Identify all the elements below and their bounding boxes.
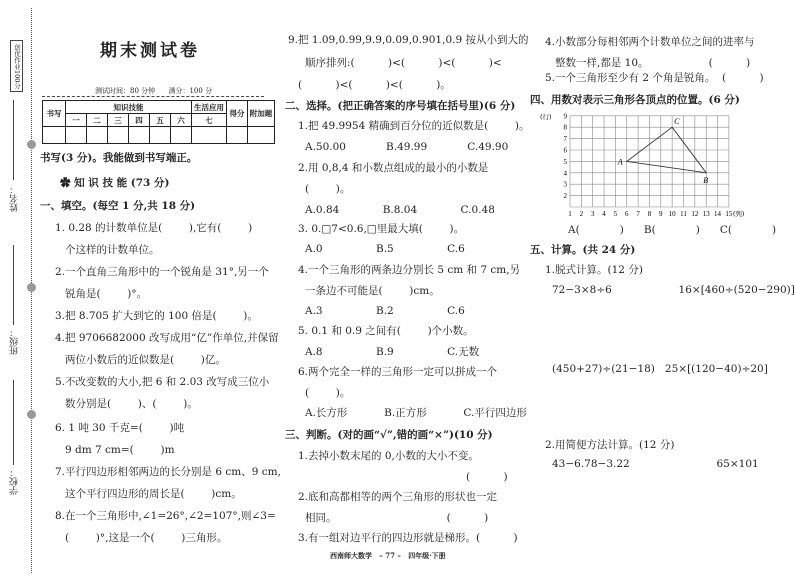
binding-hole bbox=[27, 140, 36, 149]
left-line-6: 锐角是( )°。 bbox=[65, 288, 148, 300]
left-line-5: 2.一个直角三角形中的一个锐角是 31°,另一个 bbox=[55, 266, 269, 278]
x-tick-label: 6 bbox=[625, 210, 629, 218]
test-info: 测试时间：80 分钟 满分：100 分 bbox=[95, 87, 213, 95]
left-line-14: 7.平行四边形相邻两边的长分别是 6 cm、9 cm, bbox=[55, 466, 281, 478]
middle-line-22: 2.底和高都相等的两个三角形的形状也一定 bbox=[298, 491, 498, 503]
class-line bbox=[13, 245, 14, 325]
left-line-1: ✿ 知 识 技 能 (73 分) bbox=[60, 177, 170, 189]
left-line-8: 4.把 9706682000 改写成用“亿”作单位,并保留 bbox=[55, 332, 279, 344]
page-footer: 西南师大数学 – 77 – 四年级·下册 bbox=[330, 551, 446, 560]
right-line-9: 2.用简便方法计算。(12 分) bbox=[545, 439, 675, 451]
left-line-15: 这个平行四边形的周长是( )cm。 bbox=[65, 488, 242, 500]
score-cell[interactable] bbox=[108, 127, 129, 144]
left-line-4: 个这样的计数单位。 bbox=[65, 244, 160, 256]
part: 七 bbox=[192, 114, 227, 127]
divider bbox=[42, 96, 264, 97]
y-tick-label: 9 bbox=[563, 112, 567, 121]
brand-box: 创优作业100分 bbox=[10, 40, 23, 92]
page-title: 期末测试卷 bbox=[100, 41, 200, 61]
right-line-10: 43−6.78−3.22 65×101 bbox=[552, 458, 759, 470]
left-line-10: 5.不改变数的大小,把 6 和 2.03 改写成三位小 bbox=[55, 376, 270, 388]
middle-line-3: 二、选择。(把正确答案的序号填在括号里)(6 分) bbox=[285, 100, 516, 112]
x-tick-label: 11 bbox=[680, 210, 687, 218]
right-line-8: (450+27)÷(21−18) 25×[(120−40)÷20] bbox=[552, 363, 768, 375]
left-line-17: ( )°,这是一个( )三角形。 bbox=[65, 532, 228, 544]
school-line bbox=[13, 380, 14, 465]
y-tick-label: 5 bbox=[563, 157, 567, 166]
right-line-2: 5.一个三角形至少有 2 个角是锐角。 ( ) bbox=[545, 72, 764, 84]
x-tick-label: 5 bbox=[613, 210, 618, 218]
x-tick-label: 8 bbox=[647, 210, 652, 218]
col-knowledge: 知识技能 bbox=[66, 101, 192, 114]
right-line-5: 五、计算。(共 24 分) bbox=[530, 244, 636, 256]
middle-line-18: A.长方形 B.正方形 C.平行四边形 bbox=[305, 407, 527, 419]
vertex-label-A: A bbox=[617, 157, 623, 167]
vertex-label-B: B bbox=[703, 175, 709, 185]
middle-line-4: 1.把 49.9954 精确到百分位的近似数是( )。 bbox=[298, 120, 530, 132]
x-tick-label: 7 bbox=[636, 210, 640, 218]
score-cell[interactable] bbox=[43, 127, 66, 144]
x-axis-label: (列) bbox=[732, 210, 745, 218]
middle-line-21: ( ) bbox=[466, 471, 508, 483]
right-line-1: 整数一样,都是 10。 ( ) bbox=[555, 57, 751, 69]
coordinate-grid bbox=[540, 108, 745, 223]
y-tick-label: 2 bbox=[563, 192, 567, 201]
right-line-4: A( ) B( ) C( ) bbox=[568, 224, 777, 236]
score-cell[interactable] bbox=[171, 127, 192, 144]
col-extra: 附加题 bbox=[248, 101, 275, 127]
left-line-2: 一、填空。(每空 1 分,共 18 分) bbox=[40, 200, 196, 212]
vertex-label-C: C bbox=[674, 117, 680, 127]
left-line-7: 3.把 8.705 扩大到它的 100 倍是( )。 bbox=[55, 310, 258, 322]
score-cell[interactable] bbox=[87, 127, 108, 144]
x-tick-label: 15 bbox=[725, 210, 733, 218]
col-life: 生活应用 bbox=[192, 101, 227, 114]
middle-line-9: 3. 0.□7<0.6,□里最大填( )。 bbox=[298, 223, 465, 235]
part: 六 bbox=[171, 114, 192, 127]
middle-line-11: 4.一个三角形的两条边分别长 5 cm 和 7 cm,另 bbox=[298, 264, 521, 276]
middle-line-15: A.8 B.9 C.无数 bbox=[305, 346, 480, 358]
middle-line-12: 一条边不可能是( )cm。 bbox=[305, 285, 440, 297]
middle-line-23: 相同。 ( ) bbox=[305, 512, 489, 524]
x-tick-label: 4 bbox=[602, 210, 606, 218]
left-line-12: 6. 1 吨 30 千克=( )吨 bbox=[55, 422, 185, 434]
middle-line-19: 三、判断。(对的画“√”,错的画“×”)(10 分) bbox=[285, 429, 493, 441]
part: 四 bbox=[129, 114, 150, 127]
middle-line-8: A.0.84 B.8.04 C.0.48 bbox=[305, 204, 495, 216]
x-tick-label: 9 bbox=[659, 210, 663, 218]
left-line-13: 9 dm 7 cm=( )m bbox=[65, 444, 175, 456]
right-line-7: 72−3×8÷6 16×[460÷(520−290)] bbox=[552, 284, 795, 296]
binding-hole bbox=[27, 410, 36, 419]
left-line-11: 数分别是( )、( )。 bbox=[65, 398, 198, 410]
x-tick-label: 2 bbox=[579, 210, 584, 218]
x-tick-label: 12 bbox=[691, 210, 699, 218]
part: 一 bbox=[66, 114, 87, 127]
name-line bbox=[13, 100, 14, 180]
middle-line-1: 顺序排列:( )<( )<( )< bbox=[305, 57, 502, 69]
y-tick-label: 4 bbox=[563, 169, 567, 178]
left-line-16: 8.在一个三角形中,∠1=26°,∠2=107°,则∠3= bbox=[55, 510, 276, 522]
x-tick-label: 14 bbox=[714, 210, 722, 218]
middle-line-2: ( )<( )<( )。 bbox=[298, 79, 451, 91]
col-writing: 书写 bbox=[43, 101, 66, 127]
y-axis-label: (行) bbox=[540, 112, 552, 121]
part: 二 bbox=[87, 114, 108, 127]
part: 五 bbox=[150, 114, 171, 127]
name-label: 姓名： bbox=[10, 185, 20, 212]
right-line-0: 4.小数部分每相邻两个计数单位之间的进率与 bbox=[545, 36, 755, 48]
left-line-0: 书写(3 分)。我能做到书写端正。 bbox=[40, 152, 198, 164]
school-label: 学校： bbox=[10, 468, 20, 495]
score-cell[interactable] bbox=[66, 127, 87, 144]
left-line-9: 两位小数后的近似数是( )亿。 bbox=[65, 354, 226, 366]
score-cell[interactable] bbox=[129, 127, 150, 144]
y-tick-label: 8 bbox=[563, 123, 567, 132]
part: 三 bbox=[108, 114, 129, 127]
left-line-3: 1. 0.28 的计数单位是( ),它有( ) bbox=[55, 222, 253, 234]
score-cell[interactable] bbox=[227, 127, 248, 144]
middle-line-17: ( )。 bbox=[305, 387, 351, 399]
middle-line-0: 9.把 1.09,0.99,9.9,0.09,0.901,0.9 按从小到大的 bbox=[288, 34, 529, 46]
score-cell[interactable] bbox=[192, 127, 227, 144]
middle-line-16: 6.两个完全一样的三角形一定可以拼成一个 bbox=[298, 366, 498, 378]
middle-line-24: 3.有一组对边平行的四边形就是梯形。( ) bbox=[298, 532, 518, 544]
score-cell[interactable] bbox=[248, 127, 275, 144]
class-label: 班级： bbox=[10, 328, 20, 355]
right-line-3: 四、用数对表示三角形各顶点的位置。(6 分) bbox=[530, 94, 740, 106]
score-table bbox=[42, 100, 275, 144]
score-cell[interactable] bbox=[150, 127, 171, 144]
y-tick-label: 7 bbox=[563, 135, 567, 144]
col-score: 得分 bbox=[227, 101, 248, 127]
x-tick-label: 1 bbox=[568, 210, 572, 218]
binding-hole bbox=[27, 283, 36, 292]
middle-line-6: 2.用 0,8,4 和小数点组成的最小的小数是 bbox=[298, 162, 489, 174]
x-tick-label: 13 bbox=[702, 210, 710, 218]
right-line-6: 1.脱式计算。(12 分) bbox=[545, 264, 643, 276]
middle-line-7: ( )。 bbox=[305, 183, 351, 195]
middle-line-14: 5. 0.1 和 0.9 之间有( )个小数。 bbox=[298, 325, 474, 337]
y-tick-label: 6 bbox=[563, 146, 567, 155]
middle-line-13: A.3 B.2 C.6 bbox=[305, 305, 465, 317]
x-tick-label: 10 bbox=[668, 210, 676, 218]
middle-line-10: A.0 B.5 C.6 bbox=[305, 243, 465, 255]
middle-line-20: 1.去掉小数末尾的 0,小数的大小不变。 bbox=[298, 450, 479, 462]
y-tick-label: 3 bbox=[563, 180, 567, 189]
middle-line-5: A.50.00 B.49.99 C.49.90 bbox=[305, 141, 509, 153]
x-tick-label: 3 bbox=[590, 210, 595, 218]
